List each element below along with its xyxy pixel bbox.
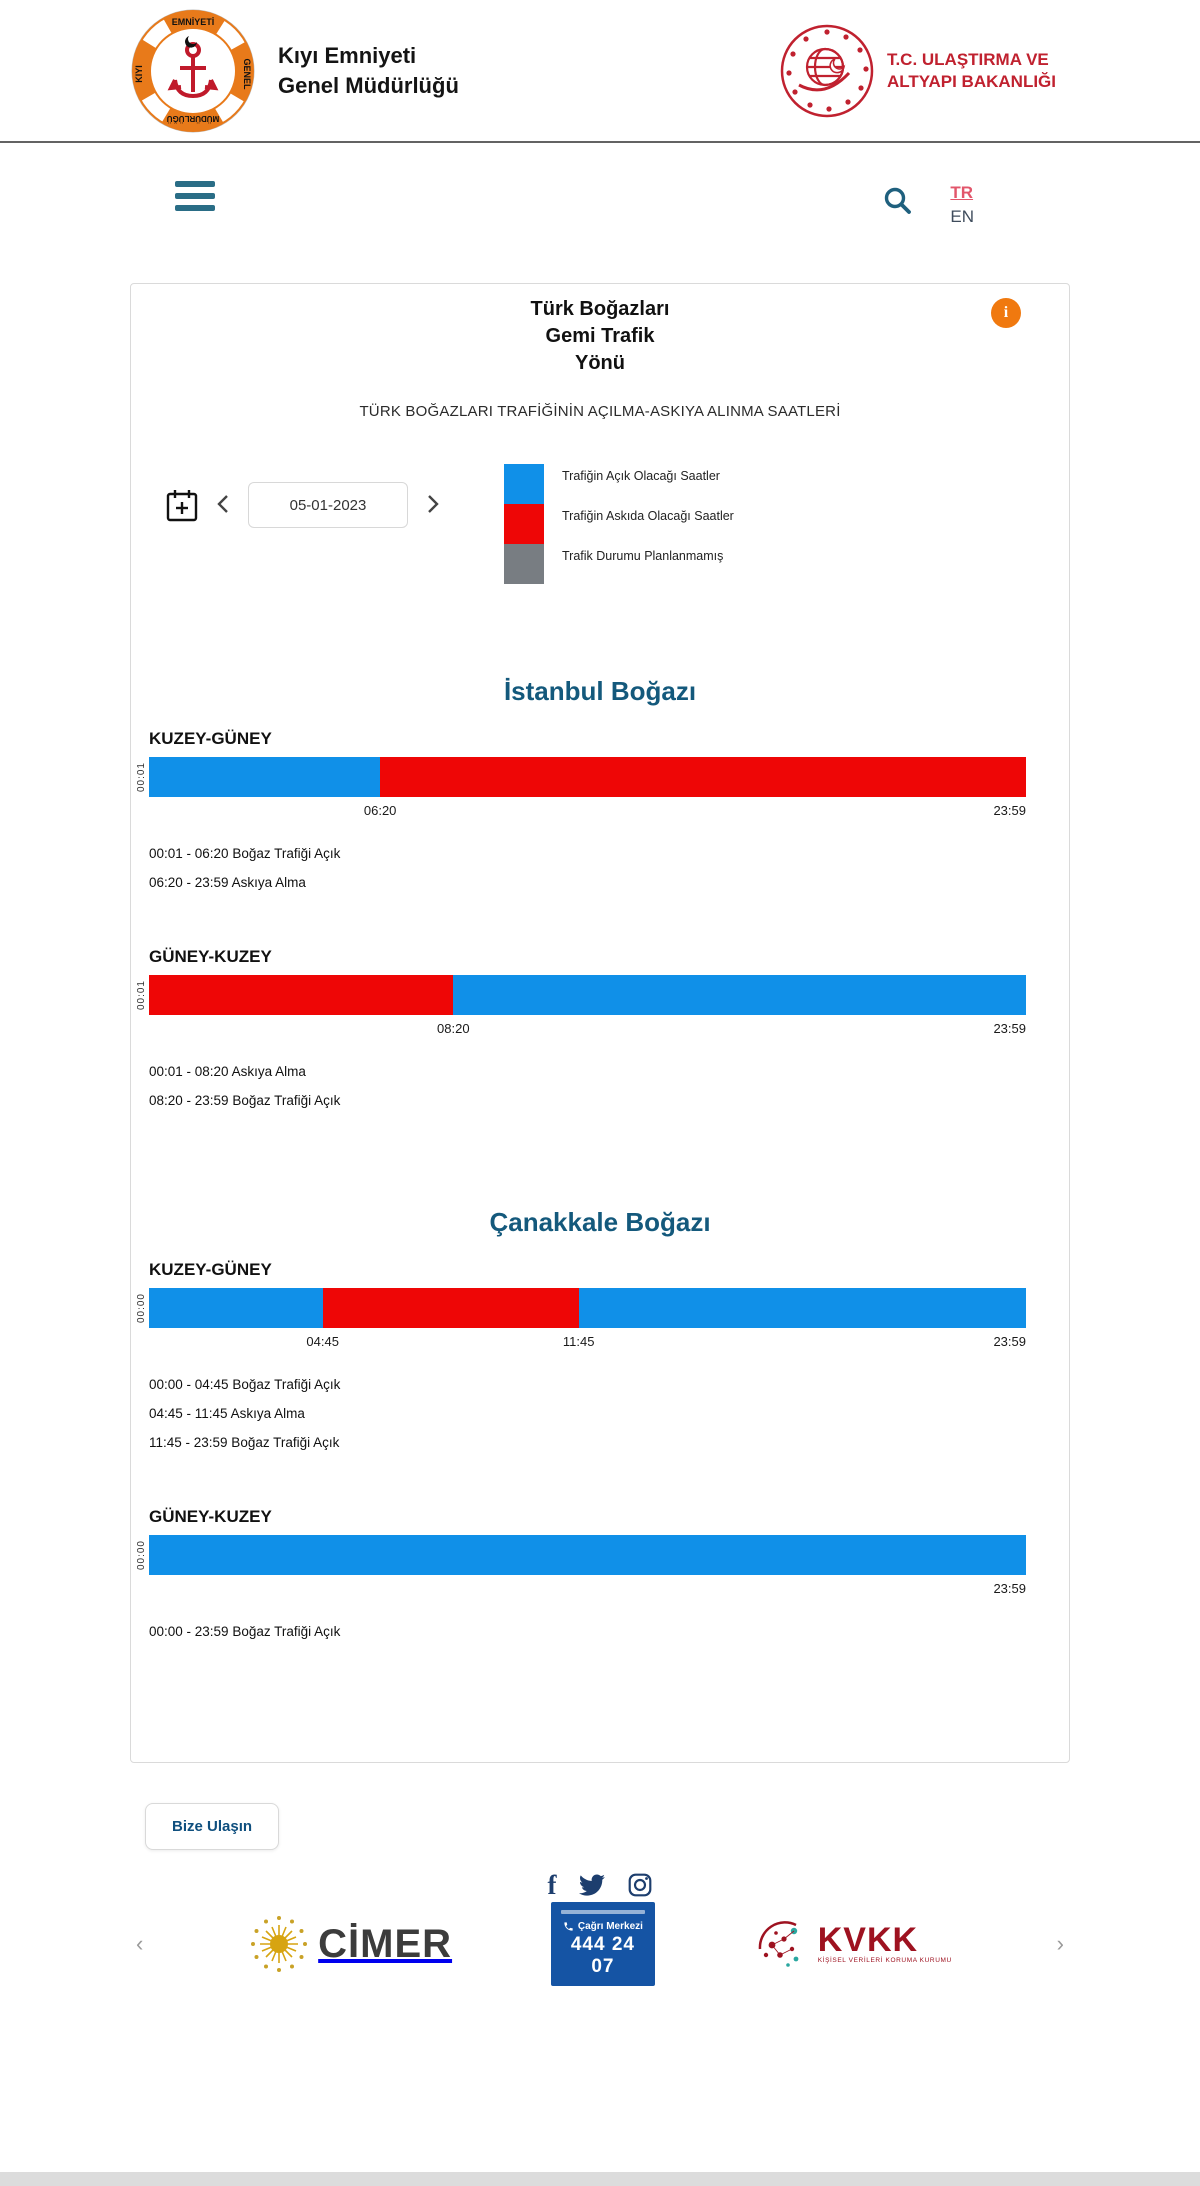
- contact-us-button[interactable]: Bize Ulaşın: [145, 1803, 279, 1850]
- ministry-name-line1: T.C. ULAŞTIRMA VE: [886, 49, 1049, 69]
- direction-block: [136, 1507, 1026, 1646]
- schedule-note: 04:45 - 11:45 Askıya Alma: [149, 1406, 305, 1421]
- direction-block: [136, 947, 1026, 1115]
- direction-label: GÜNEY-KUZEY: [149, 947, 272, 966]
- legend: [504, 464, 734, 584]
- ministry-emblem-icon: [779, 23, 875, 119]
- bar-tick-label: 23:59: [993, 1021, 1026, 1036]
- strait-title-istanbul: İstanbul Boğazı: [503, 676, 697, 706]
- logo-ring-text: KIYI: [134, 64, 144, 83]
- phone-icon: [563, 1921, 574, 1932]
- traffic-schedule-card: [130, 283, 1070, 1763]
- page-title-line3: Yönü: [575, 352, 625, 374]
- strait-title-canakkale: Çanakkale Boğazı: [489, 1207, 711, 1237]
- kvkk-label: KVKK: [817, 1920, 919, 1959]
- main-nav: [0, 143, 1200, 283]
- language-switch: [950, 181, 974, 229]
- direction-block: [136, 729, 1026, 897]
- bar-axis-start-label: 00:01: [136, 979, 147, 1011]
- instagram-icon[interactable]: [627, 1872, 653, 1898]
- site-name-line1: Kıyı Emniyeti: [278, 42, 417, 68]
- site-name: [278, 41, 459, 101]
- ministry-logo-group[interactable]: [779, 23, 1070, 119]
- bar-tick-label: 04:45: [306, 1334, 339, 1349]
- bar-segment-open: [579, 1288, 1026, 1328]
- bar-tick-label: 23:59: [993, 1334, 1026, 1349]
- bar-tick-label: 11:45: [562, 1334, 595, 1349]
- footer-logo-carousel: [130, 1902, 1070, 1986]
- page-subtitle: TÜRK BOĞAZLARI TRAFİĞİNİN AÇILMA-ASKIYA ALINMA SAATLERİ: [359, 403, 841, 420]
- bar-ticks: [149, 1581, 1026, 1599]
- ministry-name: [887, 49, 1056, 93]
- site-name-line2: Genel Müdürlüğü: [278, 72, 459, 98]
- page-title-line2: Gemi Trafik: [545, 325, 655, 347]
- carousel-prev-icon[interactable]: ‹: [130, 1931, 149, 1957]
- bar-tick-label: 08:20: [437, 1021, 470, 1036]
- site-logo-group[interactable]: [130, 8, 459, 134]
- bar-segment-suspended: [149, 975, 453, 1015]
- bar-segment-open: [149, 1288, 323, 1328]
- schedule-note: 00:00 - 04:45 Boğaz Trafiği Açık: [149, 1377, 341, 1392]
- hamburger-menu-icon[interactable]: [175, 181, 215, 217]
- cimer-label: CİMER: [318, 1921, 453, 1966]
- schedule-note: 11:45 - 23:59 Boğaz Trafiği Açık: [149, 1435, 340, 1450]
- info-icon[interactable]: i: [991, 298, 1021, 328]
- call-center-number: 444 24 07: [570, 1934, 635, 1977]
- next-day-icon[interactable]: [424, 492, 442, 519]
- legend-label: Trafiğin Askıda Olacağı Saatler: [562, 509, 734, 523]
- schedule-notes: [149, 1057, 1026, 1115]
- bar-ticks: [149, 1021, 1026, 1039]
- calendar-icon[interactable]: [166, 488, 198, 522]
- bar-segment-open: [149, 757, 380, 797]
- bar-segment-open: [453, 975, 1026, 1015]
- facebook-icon[interactable]: f: [547, 1870, 557, 1900]
- bar-segment-suspended: [380, 757, 1026, 797]
- controls-row: [166, 464, 1069, 584]
- kvkk-mark-icon: [754, 1915, 812, 1973]
- bar-tick-label: 23:59: [993, 803, 1026, 818]
- page-bottom-strip: [0, 2172, 1200, 2186]
- kiyi-emniyeti-logo-icon: [130, 8, 256, 134]
- bar-axis-start-label: 00:00: [136, 1539, 147, 1571]
- legend-swatch: [504, 544, 544, 584]
- schedule-notes: [149, 839, 1026, 897]
- bar-axis-start-label: 00:01: [136, 761, 147, 793]
- lang-en-link[interactable]: EN: [950, 207, 974, 226]
- direction-label: KUZEY-GÜNEY: [149, 729, 272, 748]
- carousel-next-icon[interactable]: ›: [1051, 1931, 1070, 1957]
- traffic-timeline-bar: [149, 1288, 1026, 1328]
- kvkk-sublabel: KİŞİSEL VERİLERİ KORUMA KURUMU: [817, 1956, 952, 1964]
- date-picker: [166, 482, 442, 528]
- call-center-label: Çağrı Merkezi: [557, 1921, 649, 1932]
- ministry-name-line2: ALTYAPI BAKANLIĞI: [886, 71, 1056, 91]
- page-title-line1: Türk Boğazları: [530, 298, 670, 320]
- direction-block: [136, 1260, 1026, 1457]
- logo-ring-text: EMNİYETİ: [171, 16, 215, 27]
- schedule-note: 08:20 - 23:59 Boğaz Trafiği Açık: [149, 1093, 341, 1108]
- date-input[interactable]: [248, 482, 408, 528]
- logo-ring-text: MÜDÜRLÜĞÜ: [166, 113, 220, 123]
- kvkk-logo[interactable]: [754, 1915, 952, 1973]
- schedule-note: 00:01 - 08:20 Askıya Alma: [149, 1064, 306, 1079]
- schedule-notes: [149, 1370, 1026, 1457]
- bar-axis-start-label: 00:00: [136, 1292, 147, 1324]
- bar-segment-suspended: [323, 1288, 579, 1328]
- call-center-badge[interactable]: [551, 1902, 655, 1986]
- legend-swatch: [504, 504, 544, 544]
- call-badge-fine-print: [561, 1910, 645, 1914]
- lang-tr-link[interactable]: TR: [950, 183, 974, 202]
- legend-swatch: [504, 464, 544, 504]
- bar-tick-label: 06:20: [363, 803, 397, 818]
- schedule-note: 00:00 - 23:59 Boğaz Trafiği Açık: [149, 1624, 341, 1639]
- schedule-note: 00:01 - 06:20 Boğaz Trafiği Açık: [149, 846, 341, 861]
- traffic-timeline-bar: [149, 757, 1026, 797]
- legend-label: Trafiğin Açık Olacağı Saatler: [562, 469, 720, 483]
- bar-ticks: [149, 803, 1026, 821]
- logo-ring-text: GENEL: [242, 57, 252, 90]
- prev-day-icon[interactable]: [214, 492, 232, 519]
- cimer-logo[interactable]: [248, 1913, 452, 1975]
- legend-label: Trafik Durumu Planlanmamış: [562, 549, 724, 563]
- page-title: [131, 296, 1069, 377]
- schedule-notes: [149, 1617, 1026, 1646]
- traffic-timeline-bar: [149, 975, 1026, 1015]
- traffic-timeline-bar: [149, 1535, 1026, 1575]
- bar-segment-open: [149, 1535, 1026, 1575]
- direction-label: KUZEY-GÜNEY: [149, 1260, 272, 1279]
- social-links: [0, 1872, 1200, 1898]
- bar-tick-label: 23:59: [993, 1581, 1026, 1596]
- schedule-note: 06:20 - 23:59 Askıya Alma: [149, 875, 306, 890]
- site-header: [0, 0, 1200, 143]
- twitter-icon[interactable]: [579, 1872, 605, 1898]
- search-icon[interactable]: [882, 181, 912, 218]
- direction-label: GÜNEY-KUZEY: [149, 1507, 272, 1526]
- bar-ticks: [149, 1334, 1026, 1352]
- cimer-sunburst-icon: [248, 1913, 310, 1975]
